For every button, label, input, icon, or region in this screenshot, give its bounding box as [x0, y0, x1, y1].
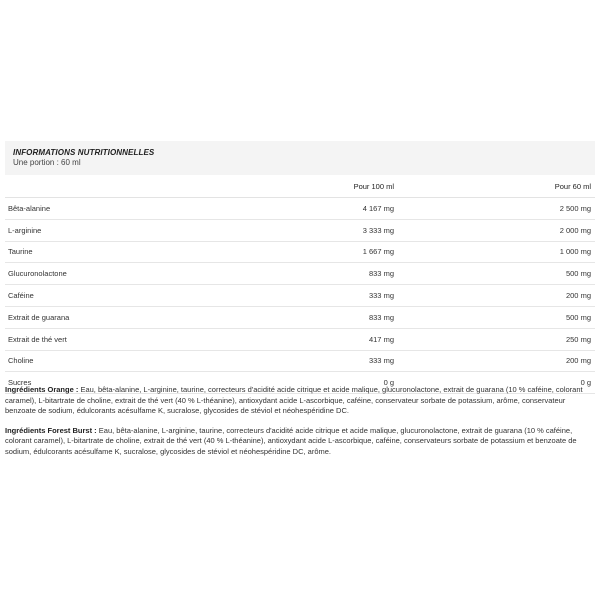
table-row — [5, 241, 595, 263]
ingredients-orange-text: Eau, bêta-alanine, L-arginine, taurine, correcteurs d'acidité acide citrique et acide malique, glucuronolactone, extrait de guarana (10 % caféine, colorant caramel), L-bitartrate de choline, extrait de thé vert (40 % L-théanine), antioxydant acide L-ascorbique, caféine, conservateur sorbate de potassium, arôme, conservateur benzoate de sodium, édulcorants acésulfame K, sucralose, glycosides de stéviol et néohespéridine DC. — [5, 385, 583, 416]
value-per-60: 1 000 mg — [394, 241, 595, 263]
value-per-60: 500 mg — [394, 263, 595, 285]
nutrient-name: Extrait de thé vert — [5, 328, 251, 350]
value-per-60: 200 mg — [394, 350, 595, 372]
nutrient-name: Caféine — [5, 285, 251, 307]
value-per-60: 200 mg — [394, 285, 595, 307]
column-header-per-60: Pour 60 ml — [394, 175, 595, 198]
value-per-60: 2 500 mg — [394, 198, 595, 220]
value-per-100: 1 667 mg — [251, 241, 394, 263]
nutrient-name: Extrait de guarana — [5, 306, 251, 328]
nutrient-name: Glucuronolactone — [5, 263, 251, 285]
nutrient-name: Sucres — [5, 372, 251, 394]
value-per-100: 3 333 mg — [251, 219, 394, 241]
nutrient-name: Bêta-alanine — [5, 198, 251, 220]
table-row — [5, 350, 595, 372]
table-row — [5, 306, 595, 328]
table-row — [5, 263, 595, 285]
table-row — [5, 198, 595, 220]
value-per-60: 2 000 mg — [394, 219, 595, 241]
table-row — [5, 328, 595, 350]
nutrition-header — [5, 141, 595, 175]
table-row — [5, 219, 595, 241]
nutrition-title: INFORMATIONS NUTRITIONNELLES — [13, 148, 155, 157]
value-per-100: 417 mg — [251, 328, 394, 350]
ingredients-orange — [5, 385, 593, 417]
value-per-60: 250 mg — [394, 328, 595, 350]
value-per-100: 333 mg — [251, 285, 394, 307]
value-per-100: 4 167 mg — [251, 198, 394, 220]
table-header-row — [5, 175, 595, 198]
nutrition-panel — [5, 141, 595, 394]
table-row — [5, 285, 595, 307]
value-per-60: 0 g — [394, 372, 595, 394]
ingredients-forest-burst — [5, 426, 593, 458]
nutrition-table — [5, 175, 595, 394]
value-per-100: 0 g — [251, 372, 394, 394]
column-header-per-100: Pour 100 ml — [251, 175, 394, 198]
ingredients-orange-label: Ingrédients Orange : — [5, 385, 79, 394]
nutrient-name: Choline — [5, 350, 251, 372]
value-per-100: 833 mg — [251, 306, 394, 328]
value-per-100: 333 mg — [251, 350, 394, 372]
ingredients-forest-text: Eau, bêta-alanine, L-arginine, taurine, correcteurs d'acidité acide citrique et acide malique, glucuronolactone, extrait de guarana (10 % caféine, colorant caramel), L-bitartrate de choline, extrait de thé vert (40 % L-théanine), antioxydant acide L-ascorbique, caféine, conservateurs sorbate de potassium et benzoate de sodium, édulcorants acésulfame K, sucralose, glycosides de stéviol et néohespéridine DC, arôme. — [5, 425, 577, 456]
value-per-60: 500 mg — [394, 306, 595, 328]
portion-size: Une portion : 60 ml — [13, 158, 81, 167]
value-per-100: 833 mg — [251, 263, 394, 285]
nutrient-name: Taurine — [5, 241, 251, 263]
ingredients-section — [5, 385, 593, 467]
nutrient-name: L-arginine — [5, 219, 251, 241]
ingredients-forest-label: Ingrédients Forest Burst : — [5, 425, 97, 435]
column-header-name — [5, 175, 251, 198]
